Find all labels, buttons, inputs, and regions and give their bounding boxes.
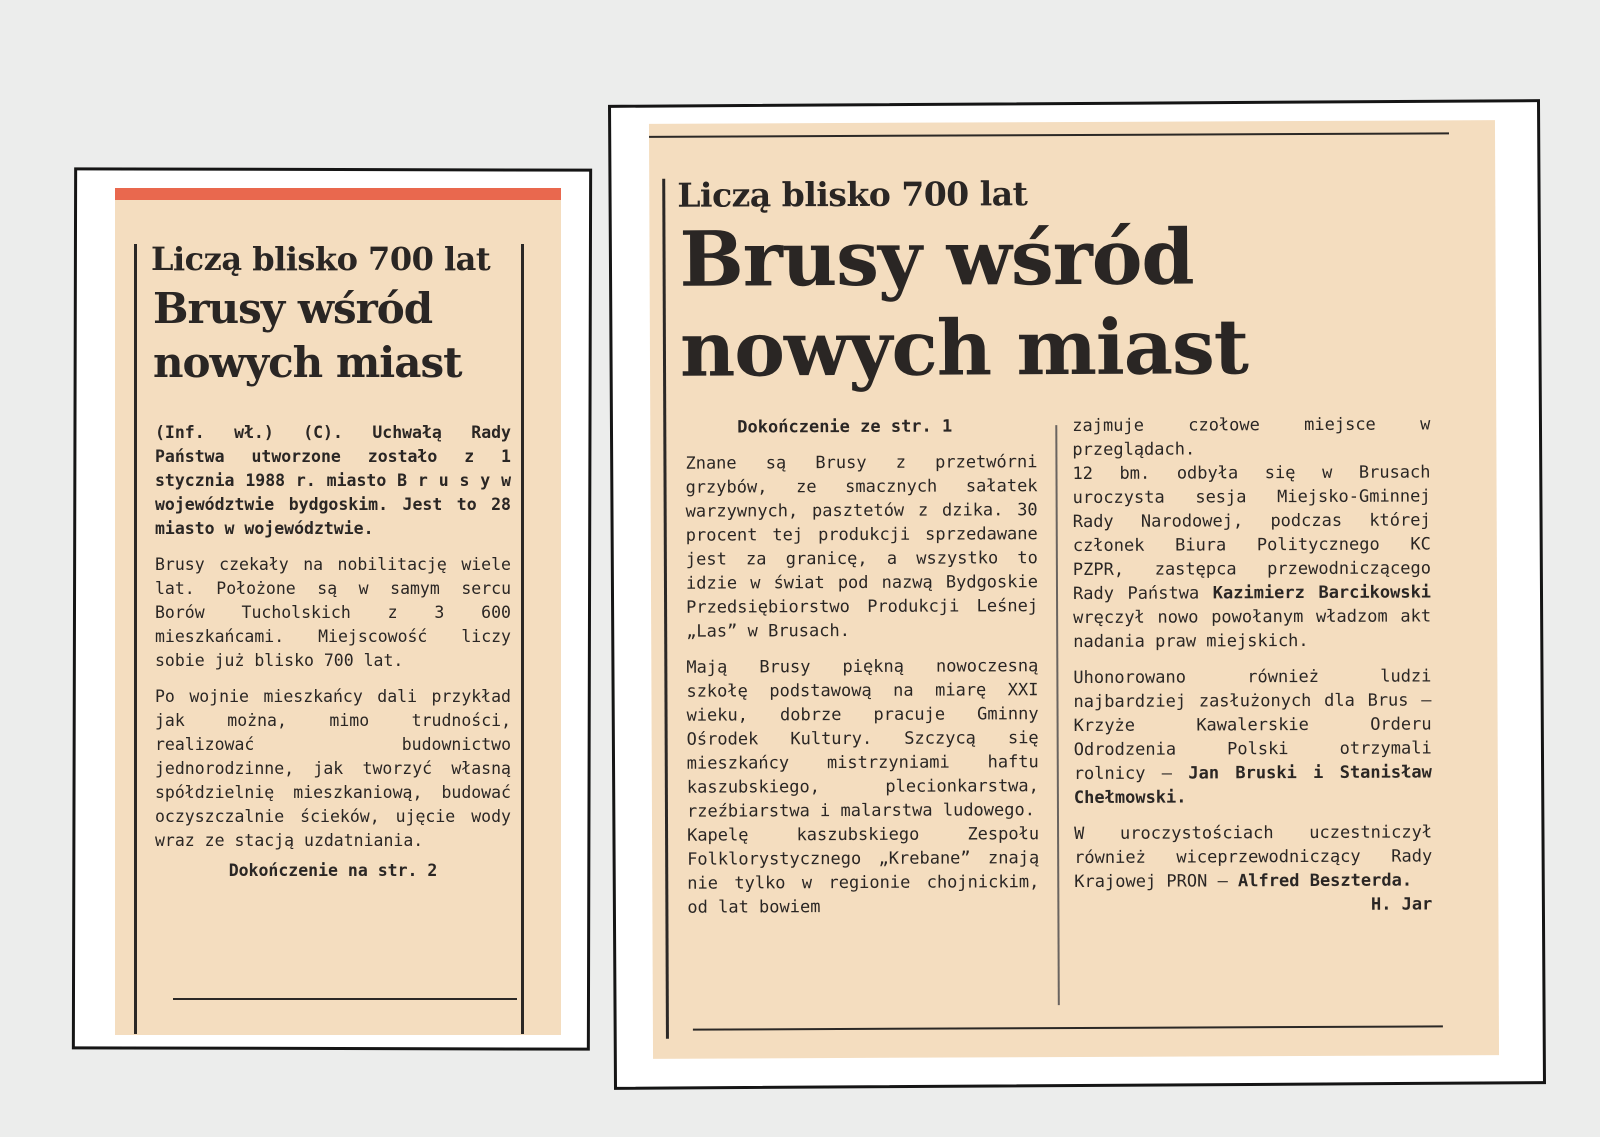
text: W uroczystościach uczestniczył również wiceprzewodniczący Rady Krajowej PRON — xyxy=(1074,822,1433,893)
lead-paragraph: (Inf. wł.) (C). Uchwałą Rady Państwa utworzone zostało z 1 stycznia 1988 r. miasto B r u s y w województwie bydgoskim. Jest to 28 miasto w województwie. xyxy=(155,423,511,538)
signature: H. Jar xyxy=(1370,894,1433,915)
headline-line-1: Brusy wśród xyxy=(153,284,433,333)
headline-line-1: Brusy wśród xyxy=(679,212,1194,304)
paragraph: Po wojnie mieszkańcy dali przykład jak można, mimo trudności, realizować budownictwo jednorodzinne, jak tworzyć własną spółdzielnię mieszkaniową, budować oczyszczalnie ścieków, ujęcie wody wraz ze stacją uzdatniania. xyxy=(155,687,511,850)
kicker: Liczą blisko 700 lat xyxy=(677,174,1028,215)
top-rule xyxy=(649,132,1449,137)
headline-line-2: nowych miast xyxy=(153,338,462,387)
paragraph xyxy=(1074,820,1432,894)
right-clipping xyxy=(649,120,1499,1059)
bottom-rule xyxy=(693,1025,1443,1030)
article-column-2 xyxy=(1072,412,1432,918)
continued-from-note: Dokończenie ze str. 1 xyxy=(737,416,953,438)
headline xyxy=(679,212,1249,394)
name: Alfred Beszterda. xyxy=(1237,870,1413,892)
paragraph: Brusy czekały na nobilitację wiele lat. Położone są w samym sercu Borów Tucholskich z 3 600 mieszkańcami. Miejscowość liczy sobie już blisko 700 lat. xyxy=(155,555,511,670)
text: wręczył nowo powołanym władzom akt nadania praw miejskich. xyxy=(1073,606,1432,653)
left-column-rule xyxy=(134,244,137,1034)
left-clipping xyxy=(115,188,561,1035)
right-column-rule xyxy=(521,244,524,1034)
article-body xyxy=(155,421,511,883)
left-column-rule xyxy=(662,179,669,1039)
column-divider xyxy=(1055,425,1060,1005)
paragraph: Znane są Brusy z przetwórni grzybów, ze smacznych sałatek warzywnych, pasztetów z dzika. 30 procent tej produkcji sprzedawane jest za granicę, a wszystko to idzie w świat pod nazwą Bydgoskie Przedsiębiorstwo Produkcji Leśnej „Las” w Brusach. xyxy=(685,452,1039,642)
article-column-1 xyxy=(685,414,1039,920)
name: Kazimierz Barcikowski xyxy=(1212,582,1432,604)
red-strip xyxy=(115,188,561,200)
names: Jan Bruski i Stanisław Chełmowski. xyxy=(1073,762,1432,809)
text: 12 bm. odbyła się w Brusach uroczysta sesja Miejsko-Gminnej Rady Narodowej, podczas której członek Biura Politycznego KC PZPR, zastępca przewodniczącego Rady Państwa xyxy=(1072,462,1431,605)
headline-line-2: nowych miast xyxy=(679,302,1249,394)
paragraph: Kapelę kaszubskiego Zespołu Folklorystycznego „Krebane” znają nie tylko w regionie chojnickim, od lat bowiem xyxy=(687,824,1040,918)
headline xyxy=(153,284,462,387)
paragraph xyxy=(1072,460,1431,654)
continued-note: Dokończenie na str. 2 xyxy=(228,861,438,880)
kicker: Liczą blisko 700 lat xyxy=(151,240,491,278)
paragraph: Mają Brusy piękną nowoczesną szkołę podstawową na miarę XXI wieku, dobrze pracuje Gminny Ośrodek Kultury. Szczycą się mieszkańcy mistrzyniami haftu kaszubskiego, plecionkarstwa, rzeźbiarstwa i malarstwa ludowego. xyxy=(686,656,1039,822)
bottom-rule xyxy=(173,998,517,1000)
text: Uhonorowano również ludzi najbardziej zasłużonych dla Brus — Krzyże Kawalerskie Orderu Odrodzenia Polski otrzymali rolnicy — xyxy=(1073,666,1432,785)
paragraph xyxy=(1073,664,1432,810)
paragraph: zajmuje czołowe miejsce w przeglądach. xyxy=(1072,414,1431,461)
